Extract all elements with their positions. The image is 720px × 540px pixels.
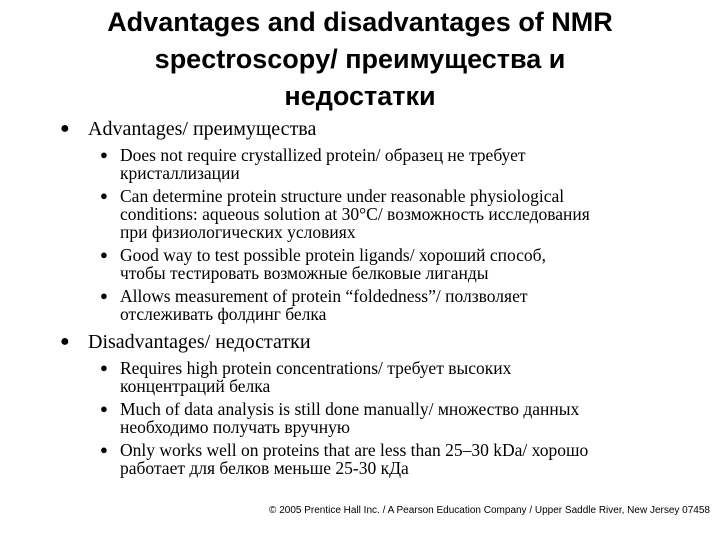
heading-text: Disadvantages/ недостатки xyxy=(88,331,311,353)
bullet-icon: ● xyxy=(100,188,108,203)
bullet-icon: ● xyxy=(100,147,108,162)
title-line-3: недостатки xyxy=(284,81,436,111)
item-line: необходимо получать вручную xyxy=(120,417,350,437)
item-line: Requires high protein concentrations/ требует высоких xyxy=(120,358,512,378)
bullet-icon: ● xyxy=(100,360,108,375)
disadvantages-heading xyxy=(60,329,710,355)
list-item xyxy=(60,287,710,323)
item-line: при физиологических условиях xyxy=(120,222,356,242)
title-line-2: spectroscopy/ преимущества и xyxy=(154,44,566,74)
item-line: Much of data analysis is still done manually/ множество данных xyxy=(120,399,580,419)
item-line: кристаллизации xyxy=(120,163,240,183)
bullet-icon: ● xyxy=(100,401,108,416)
item-line: чтобы тестировать возможные белковые лиганды xyxy=(120,263,489,283)
slide-content xyxy=(60,116,710,482)
list-item xyxy=(60,400,710,436)
disadvantages-section xyxy=(60,329,710,477)
item-line: работает для белков меньше 25-30 кДа xyxy=(120,458,409,478)
list-item xyxy=(60,246,710,282)
advantages-section xyxy=(60,116,710,323)
item-line: Allows measurement of protein “foldedness”/ ползволяет xyxy=(120,286,528,306)
item-line: conditions: aqueous solution at 30°C/ возможность исследования xyxy=(120,204,590,224)
item-line: Good way to test possible protein ligands/ хороший способ, xyxy=(120,245,546,265)
copyright-footer: © 2005 Prentice Hall Inc. / A Pearson Education Company / Upper Saddle River, New Jersey 07458 xyxy=(269,505,710,516)
list-item xyxy=(60,441,710,477)
list-item xyxy=(60,146,710,182)
bullet-icon: ● xyxy=(60,333,70,350)
list-item xyxy=(60,187,710,241)
item-line: Only works well on proteins that are less than 25–30 kDa/ хорошо xyxy=(120,440,589,460)
slide-title xyxy=(30,4,690,115)
item-line: отслеживать фолдинг белка xyxy=(120,304,327,324)
bullet-icon: ● xyxy=(100,442,108,457)
list-item xyxy=(60,359,710,395)
advantages-heading xyxy=(60,116,710,142)
bullet-icon: ● xyxy=(60,120,70,137)
item-line: концентраций белка xyxy=(120,376,271,396)
title-line-1: Advantages and disadvantages of NMR xyxy=(107,7,613,37)
bullet-icon: ● xyxy=(100,288,108,303)
item-line: Can determine protein structure under reasonable physiological xyxy=(120,186,565,206)
item-line: Does not require crystallized protein/ образец не требует xyxy=(120,145,526,165)
heading-text: Advantages/ преимущества xyxy=(88,118,317,140)
bullet-icon: ● xyxy=(100,247,108,262)
